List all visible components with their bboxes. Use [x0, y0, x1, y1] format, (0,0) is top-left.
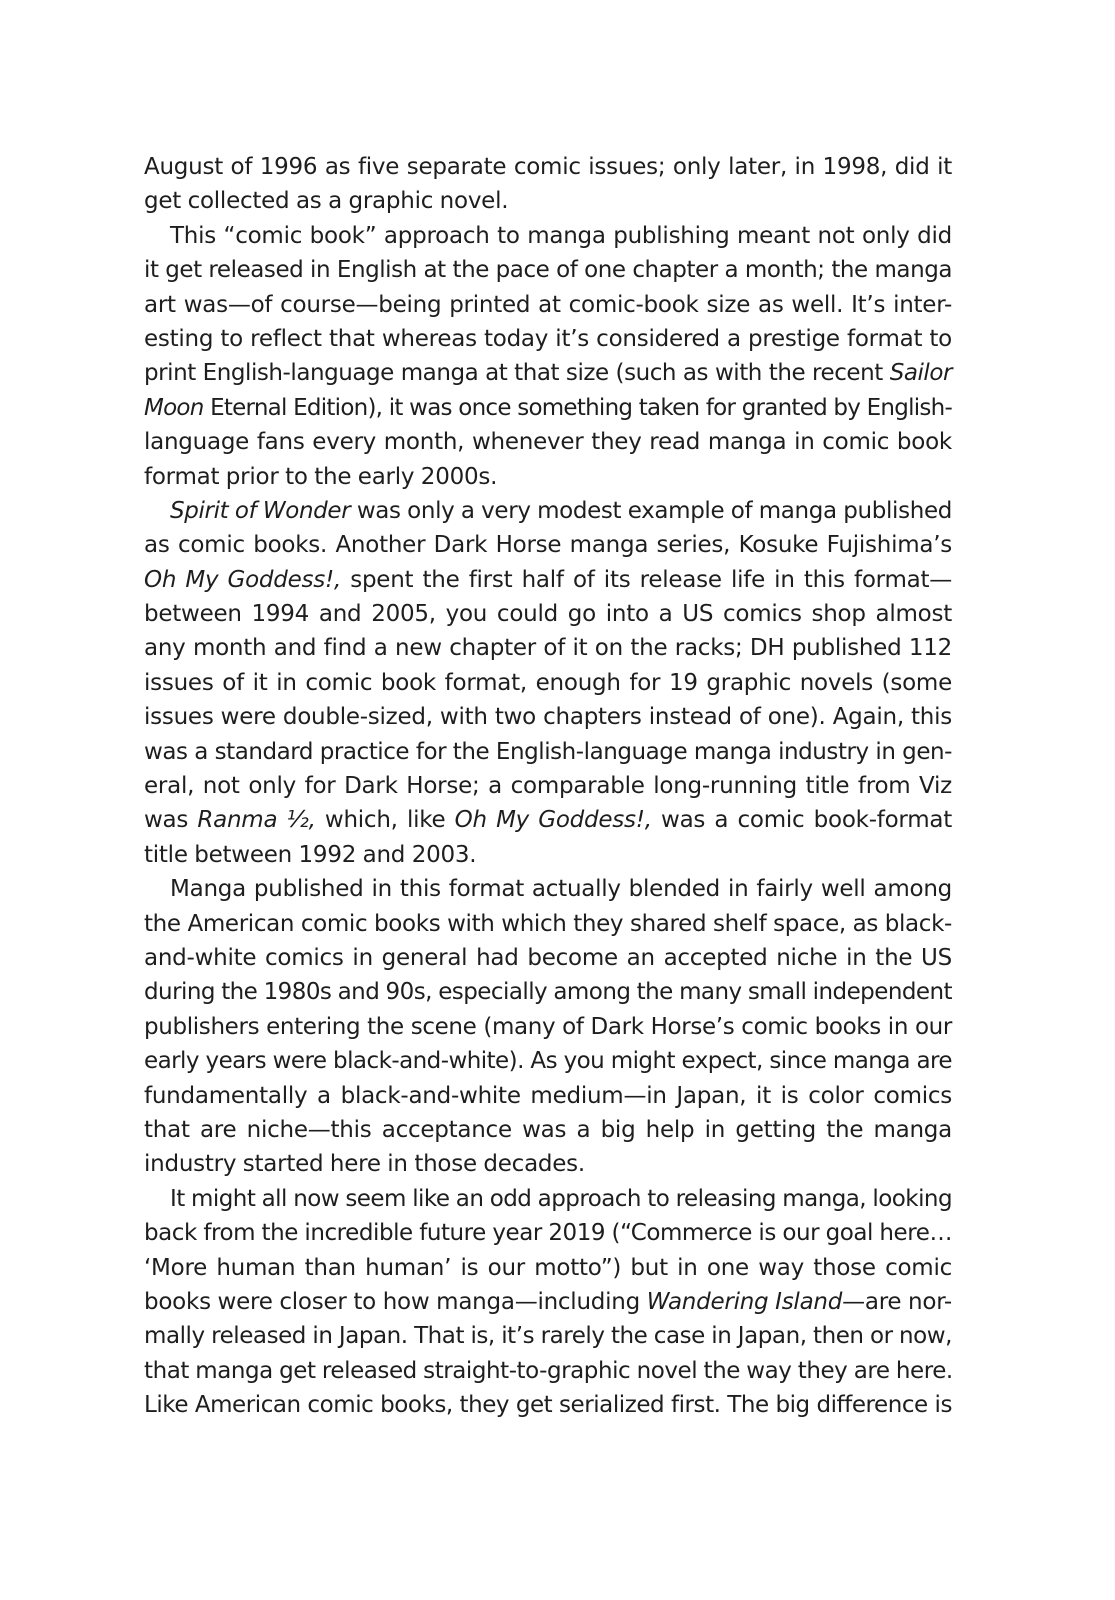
text-line: [144, 1354, 952, 1388]
italic-text: Oh My Goddess!,: [454, 807, 652, 834]
text-line: [144, 1079, 952, 1113]
body-text: [144, 150, 952, 1422]
text-segment: eral, not only for Dark Horse; a comparable long-running title from Viz: [144, 773, 952, 800]
text-line: [144, 1147, 952, 1181]
text-line: [144, 769, 952, 803]
text-segment: that are niche—this acceptance was a big help in getting the manga: [144, 1116, 952, 1143]
text-line: [144, 907, 952, 941]
text-segment: it get released in English at the pace of one chapter a month; the manga: [144, 257, 952, 284]
text-segment: —are nor-: [842, 1288, 952, 1315]
text-line: [144, 288, 952, 322]
text-segment: format prior to the early 2000s.: [144, 463, 498, 490]
text-segment: Manga published in this format actually blended in fairly well among: [170, 876, 952, 903]
text-line: [144, 1216, 952, 1250]
text-segment: title between 1992 and 2003.: [144, 841, 477, 868]
text-line: [144, 528, 952, 562]
text-line: [144, 700, 952, 734]
text-line: [144, 322, 952, 356]
text-line: [144, 1044, 952, 1078]
text-segment: books were closer to how manga—including: [144, 1288, 647, 1315]
text-line: [144, 150, 952, 184]
italic-text: Moon: [144, 394, 204, 421]
text-segment: fundamentally a black-and-white medium—in Japan, it is color comics: [144, 1082, 952, 1109]
text-line: [144, 631, 952, 665]
text-segment: spent the first half of its release life in this format—: [341, 566, 953, 593]
text-segment: Like American comic books, they get serialized first. The big difference is: [144, 1392, 952, 1419]
text-line: [144, 803, 952, 837]
text-line: [144, 735, 952, 769]
text-segment: and-white comics in general had become an accepted niche in the US: [144, 944, 952, 971]
text-segment: which, like: [315, 807, 455, 834]
text-line: [144, 1010, 952, 1044]
text-segment: was a standard practice for the English-language manga industry in gen-: [144, 738, 952, 765]
text-line: [144, 838, 952, 872]
text-line: [144, 425, 952, 459]
text-segment: as comic books. Another Dark Horse manga series, Kosuke Fujishima’s: [144, 532, 952, 559]
text-line: [144, 666, 952, 700]
text-segment: esting to reflect that whereas today it’s considered a prestige format to: [144, 325, 952, 352]
text-segment: any month and find a new chapter of it on the racks; DH published 112: [144, 635, 952, 662]
text-line: [144, 391, 952, 425]
text-line: [144, 1182, 952, 1216]
italic-text: Wandering Island: [646, 1288, 843, 1315]
text-segment: was a comic book-format: [651, 807, 952, 834]
text-line: [144, 563, 952, 597]
text-segment: This “comic book” approach to manga publishing meant not only did: [170, 222, 952, 249]
text-segment: publishers entering the scene (many of Dark Horse’s comic books in our: [144, 1013, 952, 1040]
italic-text: Sailor: [889, 360, 952, 387]
text-segment: Eternal Edition), it was once something taken for granted by English-: [203, 394, 952, 421]
text-segment: industry started here in those decades.: [144, 1151, 585, 1178]
italic-text: Spirit of Wonder: [170, 497, 351, 524]
text-segment: the American comic books with which they shared shelf space, as black-: [144, 910, 952, 937]
text-line: [144, 1113, 952, 1147]
text-line: [144, 1319, 952, 1353]
text-segment: was only a very modest example of manga published: [350, 497, 952, 524]
text-line: [144, 356, 952, 390]
text-segment: art was—of course—being printed at comic-book size as well. It’s inter-: [144, 291, 952, 318]
text-line: [144, 941, 952, 975]
text-segment: print English-language manga at that size (such as with the recent: [144, 360, 890, 387]
text-segment: language fans every month, whenever they read manga in comic book: [144, 429, 952, 456]
text-segment: between 1994 and 2005, you could go into a US comics shop almost: [144, 601, 952, 628]
text-segment: August of 1996 as five separate comic issues; only later, in 1998, did it: [144, 154, 952, 180]
text-line: [144, 219, 952, 253]
text-segment: was: [144, 807, 198, 834]
text-segment: early years were black-and-white). As you might expect, since manga are: [144, 1048, 952, 1075]
italic-text: Oh My Goddess!,: [144, 566, 342, 593]
text-line: [144, 975, 952, 1009]
text-line: [144, 460, 952, 494]
text-segment: issues of it in comic book format, enough for 19 graphic novels (some: [144, 669, 952, 696]
text-line: [144, 253, 952, 287]
text-line: [144, 872, 952, 906]
text-segment: get collected as a graphic novel.: [144, 188, 509, 215]
text-line: [144, 1251, 952, 1285]
text-segment: It might all now seem like an odd approach to releasing manga, looking: [170, 1185, 952, 1212]
text-segment: mally released in Japan. That is, it’s rarely the case in Japan, then or now,: [144, 1323, 952, 1350]
text-line: [144, 1388, 952, 1422]
text-segment: during the 1980s and 90s, especially among the many small independent: [144, 979, 952, 1006]
text-segment: that manga get released straight-to-graphic novel the way they are here.: [144, 1357, 953, 1384]
text-segment: ‘More human than human’ is our motto”) but in one way those comic: [144, 1254, 952, 1281]
italic-text: Ranma ½,: [197, 807, 316, 834]
text-segment: back from the incredible future year 2019 (“Commerce is our goal here…: [144, 1220, 952, 1247]
text-line: [144, 494, 952, 528]
text-line: [144, 597, 952, 631]
text-line: [144, 184, 952, 218]
text-segment: issues were double-sized, with two chapters instead of one). Again, this: [144, 704, 952, 731]
text-line: [144, 1285, 952, 1319]
